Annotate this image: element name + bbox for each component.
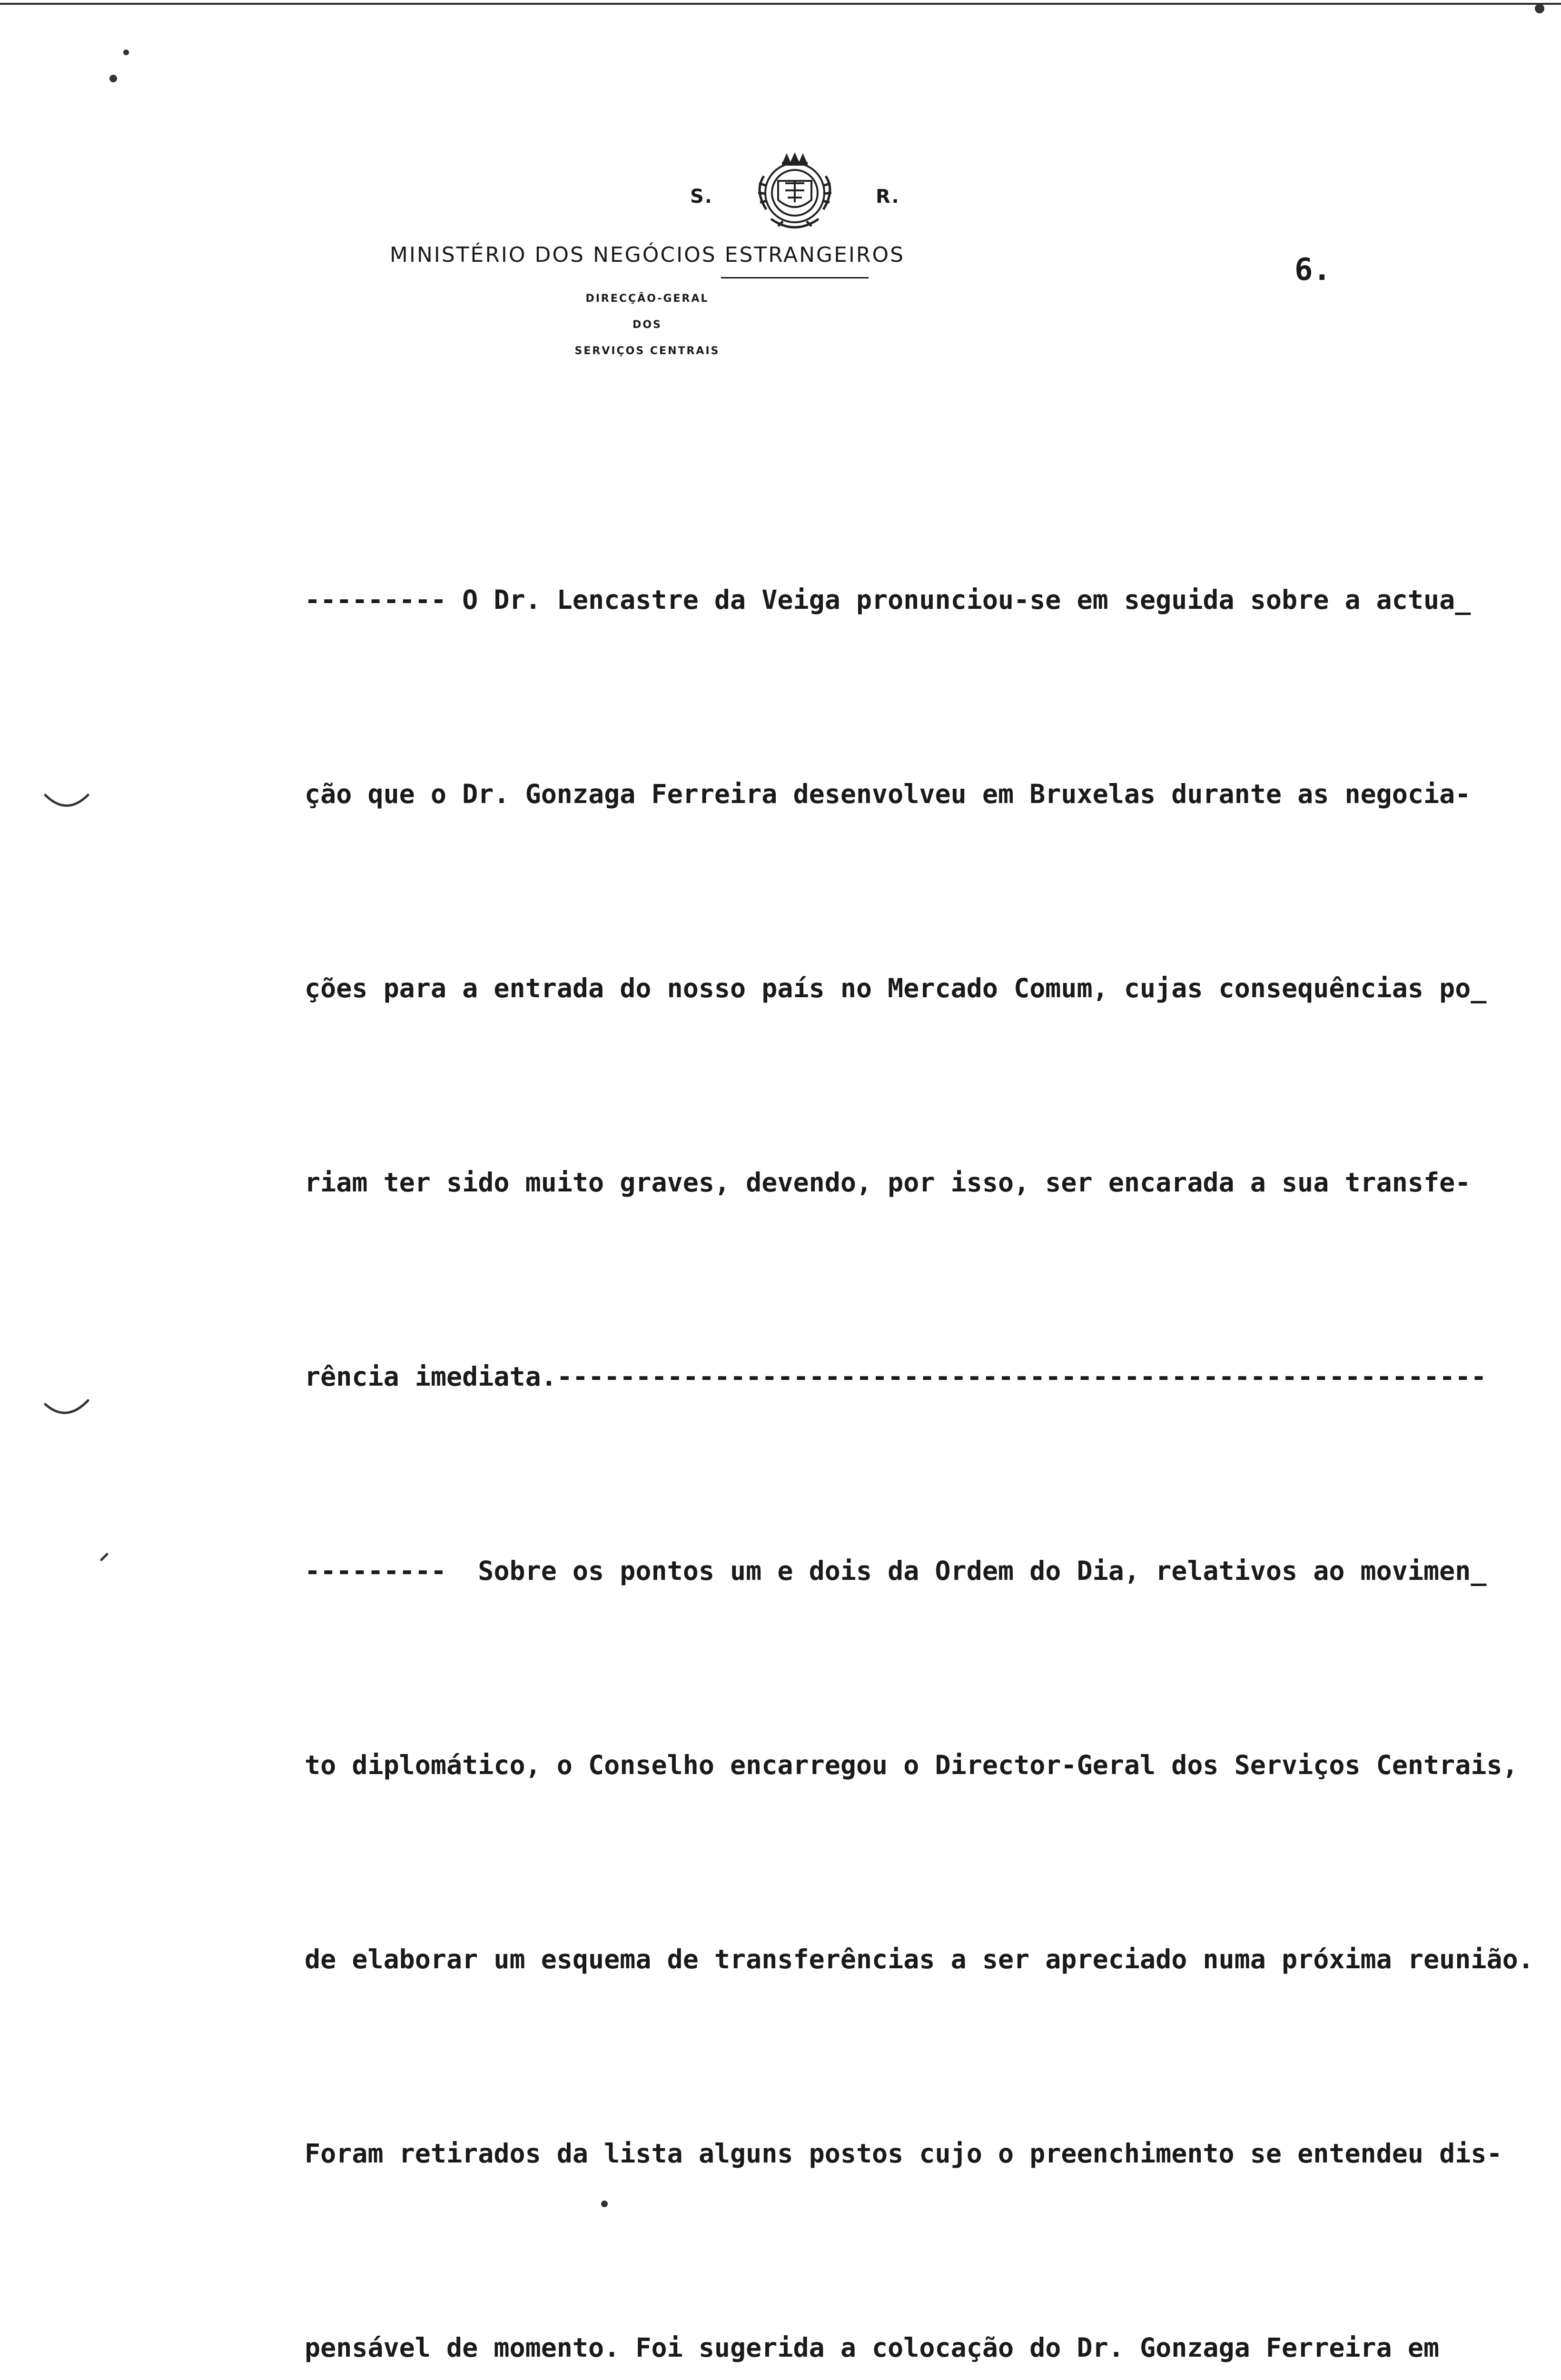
seal-row	[681, 148, 909, 233]
speck-dot	[109, 75, 117, 82]
coat-of-arms-seal	[726, 148, 864, 238]
directorate-line-3: SERVIÇOS CENTRAIS	[574, 345, 720, 357]
minutes-body	[305, 438, 1534, 2380]
punch-mark-upper	[45, 795, 88, 806]
r-letter: R.	[876, 186, 900, 208]
text-line: to diplomático, o Conselho encarregou o Director-Geral dos Serviços Centrais,	[305, 1750, 1518, 1780]
punch-mark-lower	[45, 1400, 88, 1413]
text-line: ção que o Dr. Gonzaga Ferreira desenvolveu em Bruxelas durante as negocia-	[305, 779, 1471, 809]
text-line: rência imediata.-----------------------------------------------------------	[305, 1361, 1487, 1392]
speck-dot	[1535, 4, 1544, 13]
top-rule	[0, 3, 1561, 5]
text-line: ções para a entrada do nosso país no Mercado Comum, cujas consequências po_	[305, 973, 1487, 1003]
text-line: pensável de momento. Foi sugerida a colocação do Dr. Gonzaga Ferreira em	[305, 2332, 1440, 2363]
text-line: de elaborar um esquema de transferências a ser apreciado numa próxima reunião.	[305, 1944, 1534, 1974]
ministry-name: MINISTÉRIO DOS NEGÓCIOS ESTRANGEIROS	[389, 243, 905, 267]
page-number: 6.	[1294, 252, 1332, 288]
directorate-line-1: DIRECÇÃO-GERAL	[585, 293, 709, 305]
speck-mark	[101, 1554, 107, 1560]
ministry-underline	[721, 277, 869, 278]
text-line: --------- Sobre os pontos um e dois da Ordem do Dia, relativos ao movimen_	[305, 1556, 1487, 1586]
text-line: Foram retirados da lista alguns postos cujo o preenchimento se entendeu dis-	[305, 2138, 1502, 2169]
s-letter: S.	[690, 186, 713, 208]
text-line: riam ter sido muito graves, devendo, por isso, ser encarada a sua transfe-	[305, 1167, 1471, 1198]
speck-dot	[123, 50, 129, 55]
text-line: --------- O Dr. Lencastre da Veiga pronunciou-se em seguida sobre a actua_	[305, 585, 1471, 615]
directorate-line-2: DOS	[632, 319, 662, 331]
